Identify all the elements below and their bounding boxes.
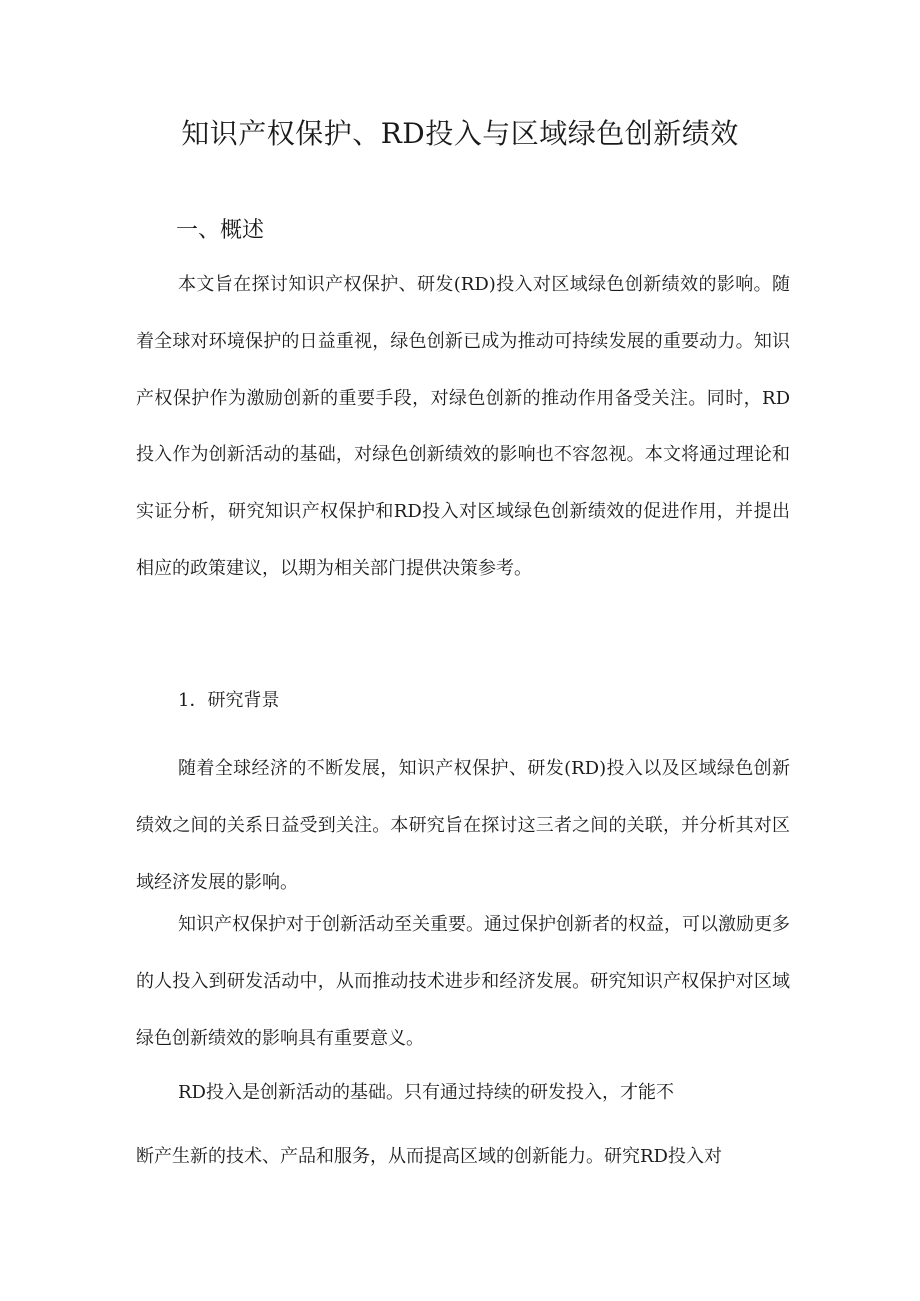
background-paragraph-3-line-2: 断产生新的技术、产品和服务，从而提高区域的创新能力。研究RD投入对 [136,1146,722,1167]
overview-paragraph: 本文旨在探讨知识产权保护、研发(RD)投入对区域绿色创新绩效的影响。随着全球对环境保护的日益重视，绿色创新已成为推动可持续发展的重要动力。知识产权保护作为激励创新的重要手段，对绿色创新的推动作用备受关注。同时，RD投入作为创新活动的基础，对绿色创新绩效的影响也不容忽视。本文将通过理论和实证分析，研究知识产权保护和RD投入对区域绿色创新绩效的促进作用，并提出相应的政策建议，以期为相关部门提供决策参考。 [136,274,790,579]
background-paragraph-1: 随着全球经济的不断发展，知识产权保护、研发(RD)投入以及区域绿色创新绩效之间的关系日益受到关注。本研究旨在探讨这三者之间的关联，并分析其对区域经济发展的影响。 [136,758,790,893]
section-heading-overview: 一、概述 [176,218,265,243]
background-paragraph-2: 知识产权保护对于创新活动至关重要。通过保护创新者的权益，可以激励更多的人投入到研发活动中，从而推动技术进步和经济发展。研究知识产权保护对区域绿色创新绩效的影响具有重要意义。 [136,914,790,1049]
background-paragraph-3-line-1: RD投入是创新活动的基础。只有通过持续的研发投入，才能不 [178,1082,674,1103]
document-title: 知识产权保护、RD投入与区域绿色创新绩效 [181,117,739,150]
subsection-heading-background: 1．研究背景 [178,690,280,711]
